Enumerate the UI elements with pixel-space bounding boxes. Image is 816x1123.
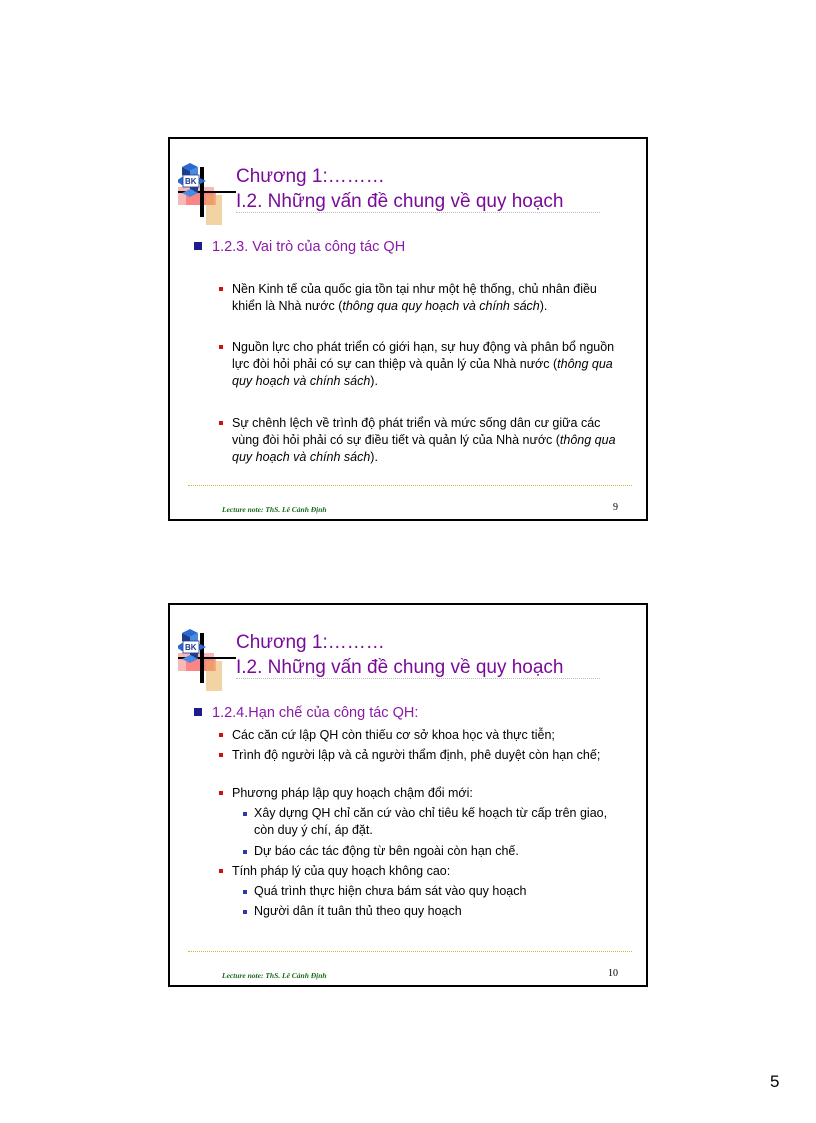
bullet-icon	[219, 753, 223, 757]
bullet-text: Trình độ người lập và cả người thẩm định, phê duyệt còn hạn chế;	[232, 748, 601, 762]
footer-note: Lecture note: ThS. Lê Cảnh Định	[222, 971, 327, 980]
bullet-text: Sự chênh lệch về trình độ phát triển và mức sống dân cư giữa các vùng đòi hỏi phải có sự điều tiết và quản lý của Nhà nước (	[232, 416, 601, 447]
section-heading	[194, 705, 418, 721]
section-heading-text: 1.2.3. Vai trò của công tác QH	[212, 239, 406, 255]
list-item	[232, 415, 627, 466]
sub-bullet-icon	[243, 890, 247, 894]
slide-title	[236, 164, 564, 214]
section-heading	[194, 239, 405, 255]
section-heading-text: 1.2.4.Hạn chế của công tác QH:	[212, 705, 419, 721]
square-bullet-icon	[194, 708, 202, 716]
title-section: I.2. Những vấn đề chung về quy hoạch	[236, 191, 564, 212]
bullet-italic: thông qua quy hoạch và chính sách	[342, 299, 540, 313]
bullet-icon	[219, 869, 223, 873]
sub-list-item	[254, 843, 629, 860]
bullet-end: ).	[370, 374, 378, 388]
bullet-icon	[219, 791, 223, 795]
title-section: I.2. Những vấn đề chung về quy hoạch	[236, 657, 564, 678]
title-chapter: Chương 1:………	[236, 632, 385, 653]
sub-bullet-icon	[243, 910, 247, 914]
bullet-italic: thông qua quy hoạch và chính sách	[232, 357, 613, 388]
sub-list-item	[254, 805, 629, 839]
sub-bullet-icon	[243, 850, 247, 854]
slide-number: 10	[608, 968, 618, 979]
bullet-end: ).	[539, 299, 548, 313]
list-item	[232, 785, 627, 802]
slide-number: 9	[613, 502, 618, 513]
title-chapter: Chương 1:………	[236, 166, 385, 187]
bullet-italic: thông qua quy hoạch và chính sách	[232, 433, 616, 464]
page-number: 5	[770, 1072, 780, 1091]
list-item	[232, 339, 627, 390]
list-item	[232, 747, 612, 764]
bullet-text: Người dân ít tuân thủ theo quy hoạch	[254, 904, 462, 918]
bk-logo-icon	[178, 161, 236, 225]
bullet-end: ).	[370, 450, 378, 464]
footer-divider	[188, 485, 632, 486]
slide-9	[168, 137, 648, 521]
bullet-icon	[219, 287, 223, 291]
bullet-icon	[219, 733, 223, 737]
square-bullet-icon	[194, 242, 202, 250]
sub-bullet-icon	[243, 812, 247, 816]
bullet-text: Nền Kinh tế của quốc gia tồn tại như một hệ thống, chủ nhân điều khiển là Nhà nước (	[232, 282, 597, 313]
bullet-icon	[219, 345, 223, 349]
footer-note: Lecture note: ThS. Lê Cảnh Định	[222, 505, 327, 514]
bullet-text: Dự báo các tác động từ bên ngoài còn hạn chế.	[254, 844, 519, 858]
list-item	[232, 727, 627, 744]
sub-list-item	[254, 903, 629, 920]
bullet-text: Quá trình thực hiện chưa bám sát vào quy hoạch	[254, 884, 527, 898]
footer-divider	[188, 951, 632, 952]
bullet-text: Nguồn lực cho phát triển có giới hạn, sự huy động và phân bổ nguồn lực đòi hỏi phải có sự can thiệp và quản lý của Nhà nước (	[232, 340, 615, 371]
list-item	[232, 863, 627, 880]
slide-10	[168, 603, 648, 987]
bullet-text: Phương pháp lập quy hoạch chậm đổi mới:	[232, 786, 473, 800]
logo-text: BK	[185, 643, 197, 652]
bullet-text: Tính pháp lý của quy hoạch không cao:	[232, 864, 451, 878]
title-divider	[236, 678, 600, 679]
bullet-icon	[219, 421, 223, 425]
bullet-text: Xây dựng QH chỉ căn cứ vào chỉ tiêu kế hoạch từ cấp trên giao, còn duy ý chí, áp đặt.	[254, 806, 608, 837]
slide-title	[236, 630, 564, 680]
bullet-text: Các căn cứ lập QH còn thiếu cơ sở khoa học và thực tiễn;	[232, 728, 555, 742]
list-item	[232, 281, 627, 315]
title-divider	[236, 212, 600, 213]
bk-logo-icon	[178, 627, 236, 691]
logo-text: BK	[185, 177, 197, 186]
sub-list-item	[254, 883, 629, 900]
